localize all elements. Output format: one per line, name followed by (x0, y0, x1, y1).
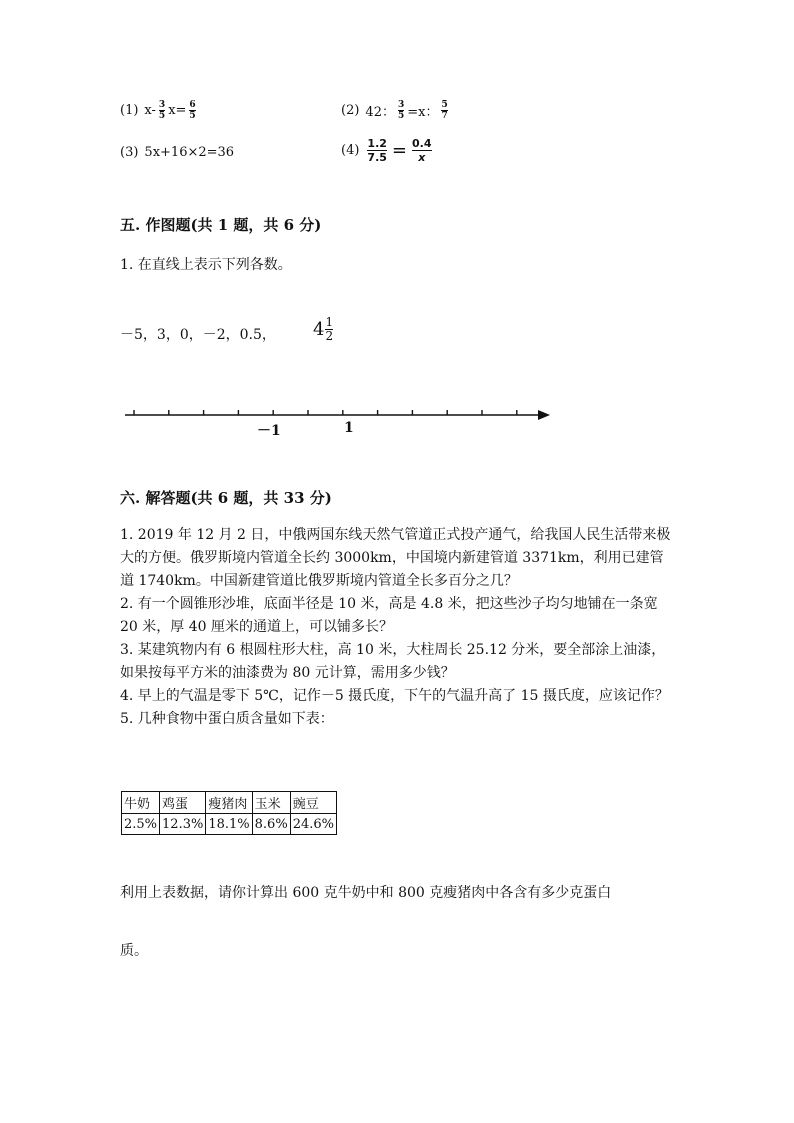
follow-up-line-1: 利用上表数据，请你计算出 600 克牛奶中和 800 克瘦猪肉中各含有多少克蛋白 (120, 885, 612, 901)
table-cell: 8.6% (252, 814, 290, 835)
numerator: 0.4 (412, 137, 432, 150)
equation-3 (120, 145, 234, 160)
equation-4 (341, 137, 435, 164)
question-list (120, 524, 676, 731)
table-cell: 24.6% (290, 814, 336, 835)
equation-text: x= (168, 103, 187, 118)
section6-heading: 六. 解答题(共 6 题，共 33 分) (120, 489, 332, 507)
numerator: 1.2 (367, 137, 387, 150)
numerator: 1 (325, 315, 334, 329)
section5-heading: 五. 作图题(共 1 题，共 6 分) (120, 216, 322, 234)
protein-table (121, 791, 337, 835)
axis-label-neg1: －1 (257, 423, 281, 439)
arrow-icon (538, 410, 550, 420)
table-header-cell: 鸡蛋 (160, 792, 206, 814)
denominator: 7 (441, 111, 448, 121)
numerator: 5 (441, 100, 448, 110)
equation-text: 5x+16×2=36 (144, 145, 235, 160)
follow-up-line-2: 质。 (120, 943, 148, 959)
question-3: 3. 某建筑物内有 6 根圆柱形大柱，高 10 米，大柱周长 25.12 分米，要全部涂上油漆，如果按每平方米的油漆费为 80 元计算，需用多少钱？ (120, 642, 666, 681)
question-4: 4. 早上的气温是零下 5℃，记作－5 摄氏度，下午的气温升高了 15 摄氏度，应该记作？ (120, 688, 669, 704)
table-header-row (122, 792, 337, 814)
fraction (189, 100, 195, 121)
table-header-cell: 牛奶 (122, 792, 160, 814)
equation-number: (2) (341, 103, 360, 118)
equation-number: (3) (120, 145, 139, 160)
table-header-cell: 瘦猪肉 (206, 792, 252, 814)
equation-text: =x： (407, 105, 439, 120)
denominator: 7.5 (367, 151, 387, 164)
fraction (159, 100, 165, 121)
fraction (367, 137, 387, 164)
denominator: 5 (397, 111, 405, 121)
equation-text: x- (144, 103, 156, 118)
table-header-cell: 玉米 (252, 792, 290, 814)
numerator: 3 (158, 100, 166, 110)
equation-number: (1) (120, 103, 139, 118)
question-2: 2. 有一个圆锥形沙堆，底面半径是 10 米，高是 4.8 米，把这些沙子均匀地铺在一条宽 20 米，厚 40 厘米的通道上，可以铺多长？ (120, 596, 658, 635)
fraction (412, 137, 432, 164)
mixed-number (313, 316, 336, 343)
equation-2 (341, 100, 451, 121)
equation-1 (120, 100, 199, 121)
equation-text: 42： (365, 105, 395, 120)
question-1: 1. 2019 年 12 月 2 日，中俄两国东线天然气管道正式投产通气，给我国人民生活带来极大的方便。俄罗斯境内管道全长约 3000km，中国境内新建管道 3371km，利用已建管道 1740km。中国新建管道比俄罗斯境内管道全长多百分之几？ (120, 527, 671, 589)
axis-label-1: 1 (344, 420, 354, 436)
denominator: 2 (325, 329, 334, 343)
denominator: x (418, 151, 426, 164)
numerator: 3 (397, 100, 405, 110)
numbers-list: －5，3，0，－2，0.5， (120, 327, 276, 343)
table-cell: 2.5% (122, 814, 160, 835)
table-cell: 18.1% (206, 814, 252, 835)
table-cell: 12.3% (160, 814, 206, 835)
equals-sign: = (391, 140, 408, 161)
fraction (398, 100, 404, 121)
section5-question: 1. 在直线上表示下列各数。 (120, 257, 292, 273)
denominator: 5 (189, 111, 196, 121)
equation-number: (4) (341, 143, 360, 158)
denominator: 5 (158, 111, 166, 121)
numerator: 6 (189, 100, 196, 110)
table-header-cell: 豌豆 (290, 792, 336, 814)
table-row (122, 814, 337, 835)
fraction (441, 100, 447, 121)
fraction (325, 316, 333, 343)
mixed-whole: 4 (313, 319, 325, 340)
number-line (120, 400, 560, 440)
question-5: 5. 几种食物中蛋白质含量如下表： (120, 711, 334, 727)
